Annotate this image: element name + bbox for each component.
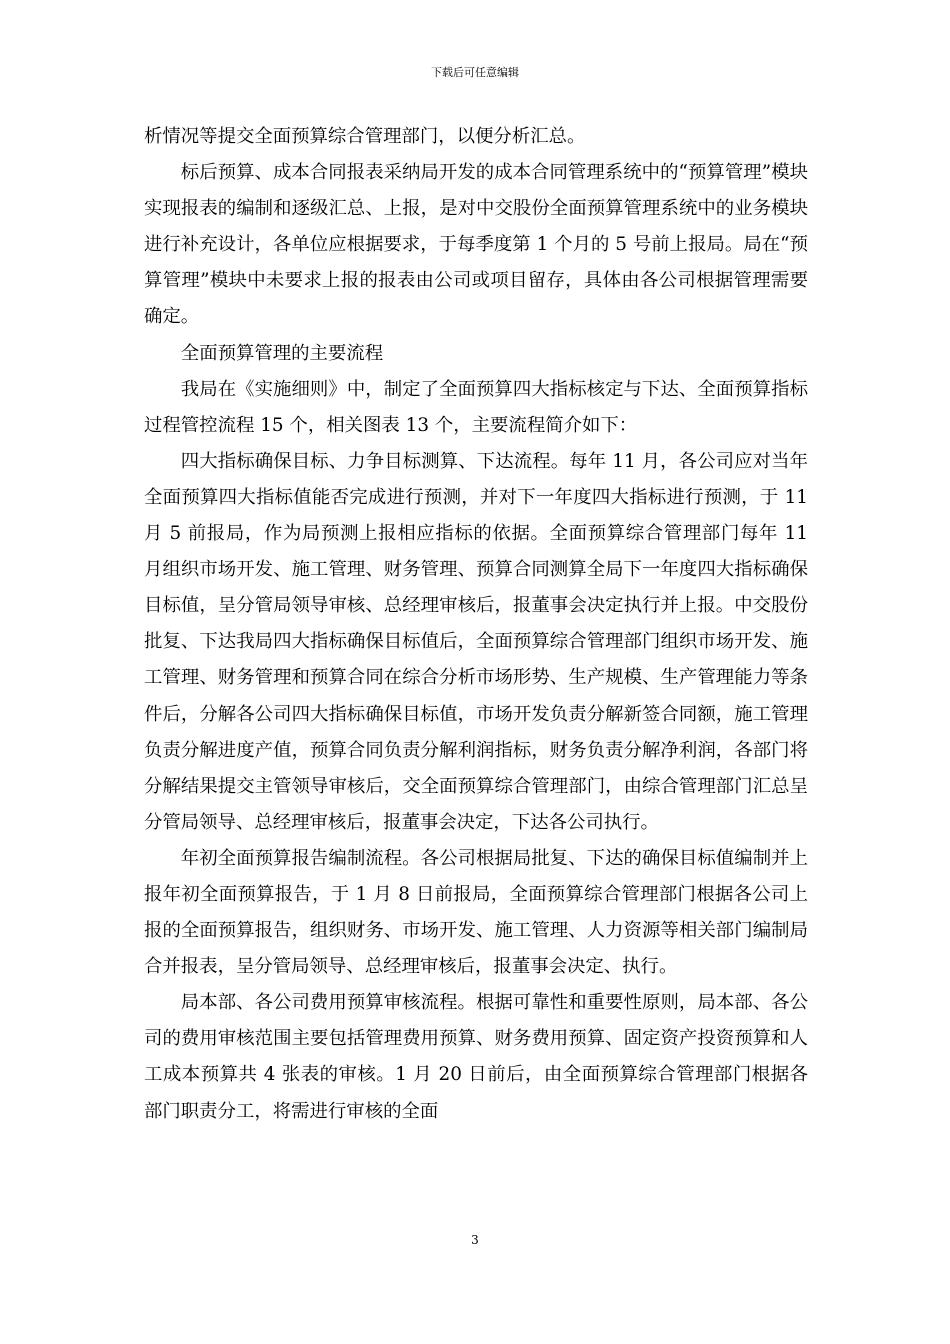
paragraph-annual-report: 年初全面预算报告编制流程。各公司根据局批复、下达的确保目标值编制并上报年初全面预算报告，于 1 月 8 日前报局，全面预算综合管理部门根据各公司上报的全面预算报告，组织财务、市场开发、施工管理、人力资源等相关部门编制局合并报表，呈分管局领导、总经理审核后，报董事会决定、执行。 bbox=[144, 847, 808, 978]
paragraph-budget-reports: 标后预算、成本合同报表采纳局开发的成本合同管理系统中的“预算管理”模块实现报表的编制和逐级汇总、上报，是对中交股份全面预算管理系统中的业务模块进行补充设计，各单位应根据要求，于每季度第 1 个月的 5 号前上报局。局在“预算管理”模块中未要求上报的报表由公司或项目留存，具体由各公司根据管理需要确定。 bbox=[144, 162, 808, 328]
paragraph-implementation-rules: 我局在《实施细则》中，制定了全面预算四大指标核定与下达、全面预算指标过程管控流程 15 个，相关图表 13 个，主要流程简介如下： bbox=[144, 378, 808, 436]
document-body bbox=[144, 119, 808, 1130]
section-heading-main-process: 全面预算管理的主要流程 bbox=[180, 342, 384, 364]
paragraph-four-indicators: 四大指标确保目标、力争目标测算、下达流程。每年 11 月，各公司应对当年全面预算四大指标值能否完成进行预测，并对下一年度四大指标进行预测，于 11 月 5 前报局，作为局预测上报相应指标的依据。全面预算综合管理部门每年 11 月组织市场开发、施工管理、财务管理、预算合同测算全局下一年度四大指标确保目标值，呈分管局领导审核、总经理审核后，报董事会决定执行并上报。中交股份批复、下达我局四大指标确保目标值后，全面预算综合管理部门组织市场开发、施工管理、财务管理和预算合同在综合分析市场形势、生产规模、生产管理能力等条件后，分解各公司四大指标确保目标值，市场开发负责分解新签合同额，施工管理负责分解进度产值，预算合同负责分解利润指标，财务负责分解净利润，各部门将分解结果提交主管领导审核后，交全面预算综合管理部门，由综合管理部门汇总呈分管局领导、总经理审核后，报董事会决定，下达各公司执行。 bbox=[144, 450, 808, 833]
page-number: 3 bbox=[471, 1233, 479, 1247]
paragraph-expense-review: 局本部、各公司费用预算审核流程。根据可靠性和重要性原则，局本部、各公司的费用审核范围主要包括管理费用预算、财务费用预算、固定资产投资预算和人工成本预算共 4 张表的审核。1 月 20 日前后，由全面预算综合管理部门根据各部门职责分工，将需进行审核的全面 bbox=[144, 992, 808, 1122]
paragraph-continuation: 析情况等提交全面预算综合管理部门，以便分析汇总。 bbox=[144, 126, 586, 147]
page-header: 下载后可任意编辑 bbox=[431, 66, 519, 79]
